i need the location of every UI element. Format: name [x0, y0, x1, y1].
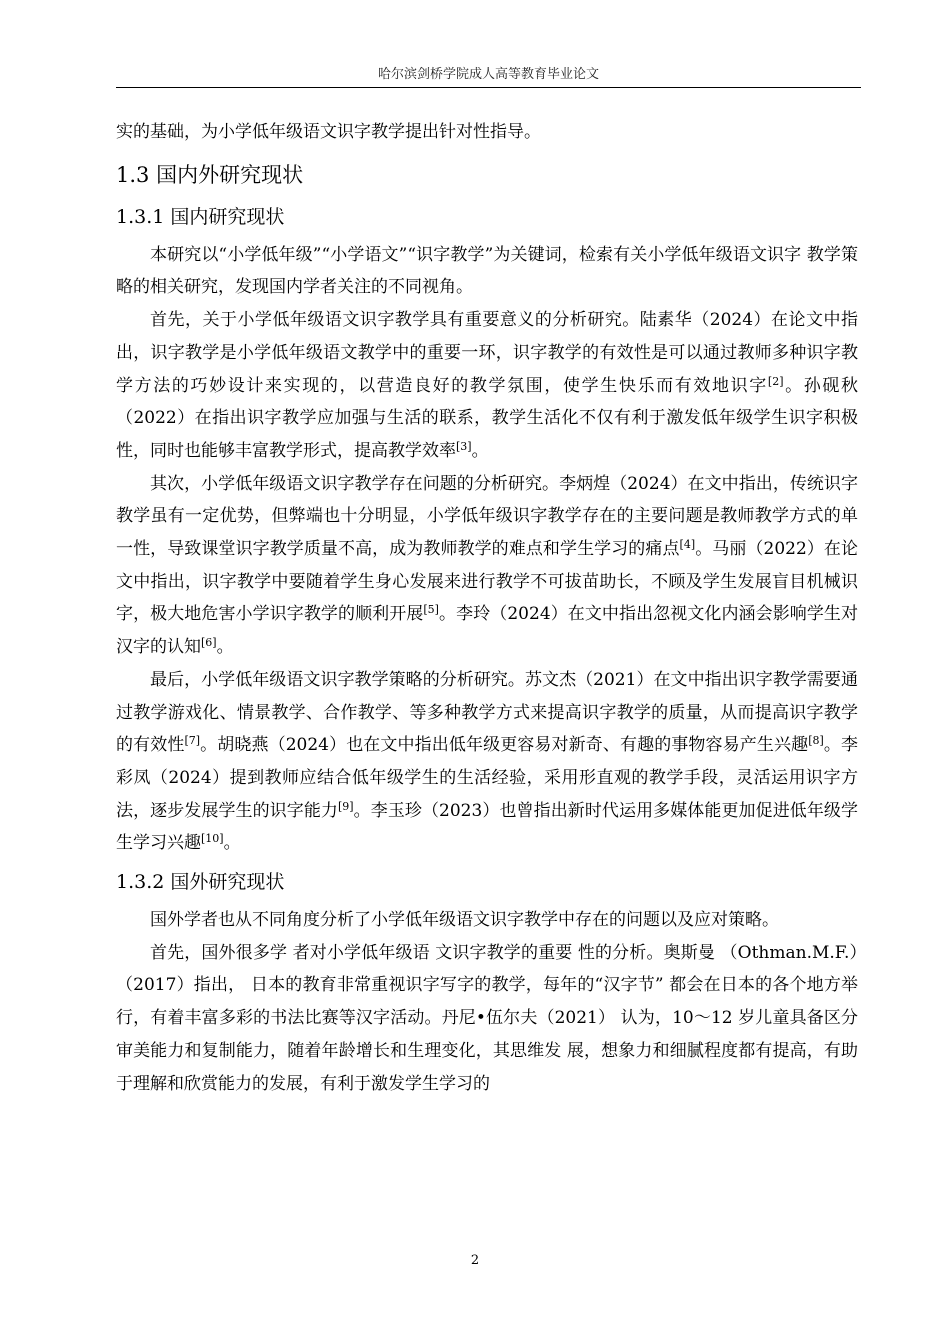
section-heading-1-3: 1.3 国内外研究现状 [116, 162, 304, 187]
citation: [10] [201, 832, 224, 846]
paragraph-text: 。马丽（2022）在论文中指出，识字教学中要随着学生身心发展来进行教学不可拔苗助长，不顾及学生发展盲目机械识字，极大地危害小学识字教学的顺利开展 [116, 539, 859, 625]
paragraph: 实的基础，为小学低年级语文识字教学提出针对性指导。 [116, 122, 541, 142]
paragraph-text: 。李彩凤（2024）提到教师应结合低年级学生的生活经验，采用形直观的教学手段，灵活运用识字方法，逐步发展学生的识字能力 [116, 735, 859, 821]
page-body [116, 116, 858, 1100]
paragraph [116, 304, 858, 468]
citation: [9] [338, 799, 354, 813]
citation: [8] [808, 734, 824, 748]
header-divider [116, 87, 861, 88]
section-heading-1-3-2: 1.3.2 国外研究现状 [116, 871, 285, 894]
citation: [7] [184, 734, 201, 748]
paragraph-text: 其次，小学低年级语文识字教学存在问题的分析研究。李炳煌（2024）在文中指出，传统识字教学虽有一定优势，但弊端也十分明显，小学低年级识字教学存在的主要问题是教师教学方式的单一性，导致课堂识字教学质量不高，成为教师教学的难点和学生学习的痛点 [116, 473, 858, 560]
paragraph: 首先，国外很多学 者对小学低年级语 文识字教学的重要 性的分析。奥斯曼 （Othman.M.F.）（2017）指出， 日本的教育非常重视识字写字的教学，每年的“汉字节” 都会在日本的各个地方举行，有着丰富多彩的书法比赛等汉字活动。丹尼•伍尔夫（2021） 认为，10～12 岁儿童具备区分审美能力和复制能力，随着年龄增长和生理变化，其思维发 展，想象力和细腻程度都有提高，有助于理解和欣赏能力的发展，有利于激发学生学习的 [116, 942, 858, 1094]
paragraph-text: 。 [223, 833, 241, 854]
citation: [6] [201, 636, 217, 650]
paragraph-text: 。 [471, 440, 489, 461]
paragraph [116, 468, 858, 664]
paragraph-text: 。李玉珍（2023）也曾指出新时代运用多媒体能更加促进低年级学生学习兴趣 [116, 800, 859, 854]
paragraph [116, 664, 858, 860]
paragraph-text: 最后，小学低年级语文识字教学策略的分析研究。苏文杰（2021）在文中指出识字教学需要通过教学游戏化、情景教学、合作教学、等多种教学方式来提高识字教学的质量，从而提高识字教学的有效性 [116, 669, 858, 756]
paragraph: 国外学者也从不同角度分析了小学低年级语文识字教学中存在的问题以及应对策略。 [150, 910, 779, 931]
citation: [5] [423, 603, 439, 617]
page-number: 2 [470, 1253, 480, 1268]
citation: [2] [767, 374, 784, 388]
paragraph-text: 。李玲（2024）在文中指出忽视文化内涵会影响学生对汉字的认知 [116, 604, 859, 658]
paragraph-text: 首先，关于小学低年级语文识字教学具有重要意义的分析研究。陆素华（2024）在论文中指出，识字教学是小学低年级语文教学中的重要一环，识字教学的有效性是可以通过教师多种识字教学方法的巧妙设计来实现的，以营造良好的教学氛围，使学生快乐而有效地识字 [116, 310, 858, 396]
citation: [4] [679, 538, 696, 552]
section-heading-1-3-1: 1.3.1 国内研究现状 [116, 205, 285, 228]
running-header: 哈尔滨剑桥学院成人高等教育毕业论文 [377, 67, 599, 82]
paragraph-text: 。 [216, 637, 234, 658]
paragraph-text: 。孙砚秋（2022）在指出识字教学应加强与生活的联系，教学生活化不仅有利于激发低年级学生识字积极性，同时也能够丰富教学形式，提高教学效率 [116, 375, 859, 461]
paragraph-text: 。胡晓燕（2024）也在文中指出低年级更容易对新奇、有趣的事物容易产生兴趣 [200, 735, 809, 756]
citation: [3] [456, 439, 472, 453]
paragraph: 本研究以“小学低年级”“小学语文”“识字教学”为关键词，检索有关小学低年级语文识字 教学策略的相关研究，发现国内学者关注的不同视角。 [116, 244, 858, 298]
